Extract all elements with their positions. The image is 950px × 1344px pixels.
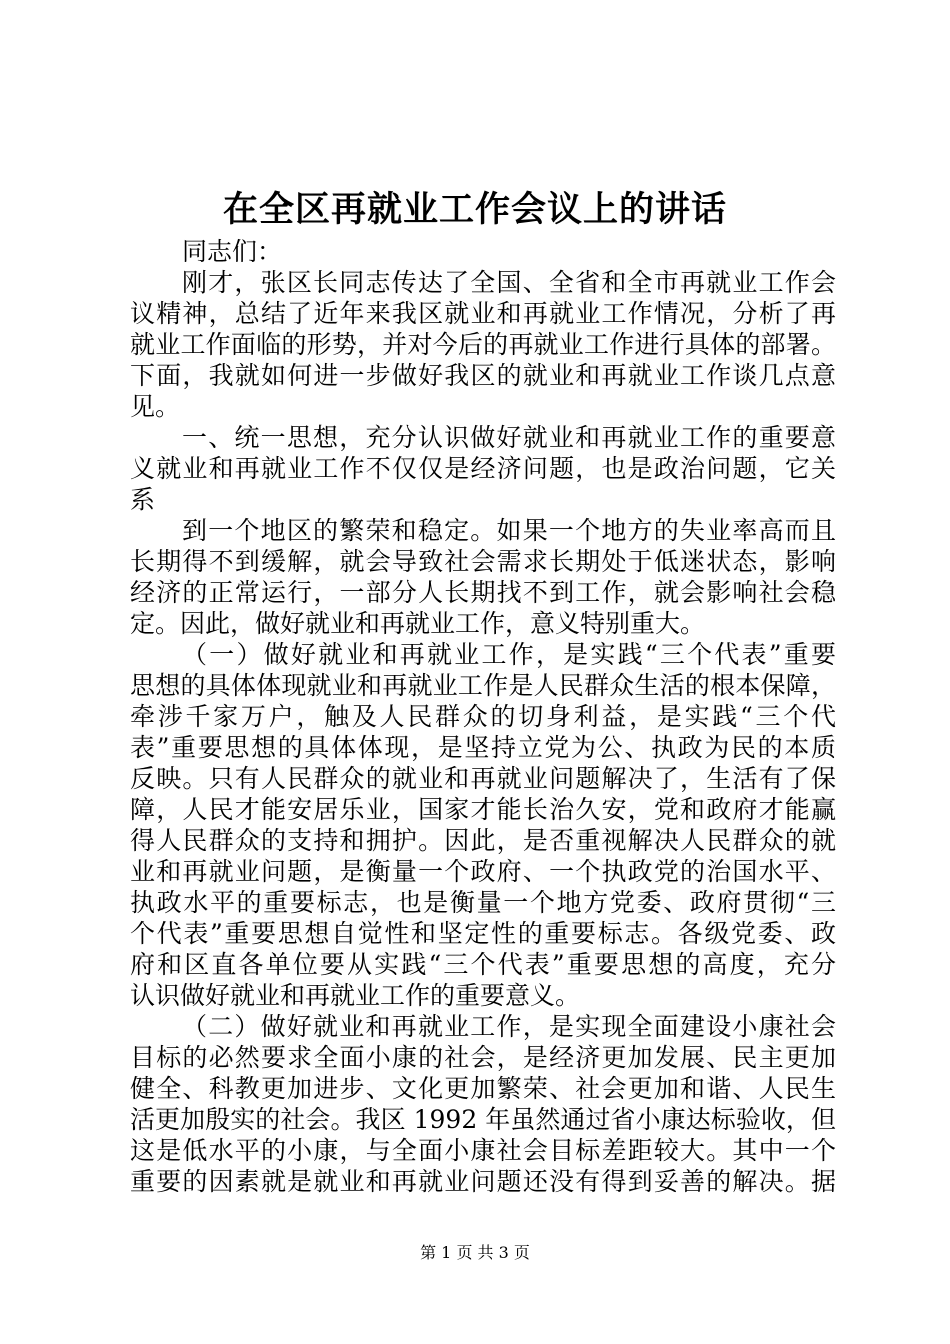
text-line: 到一个地区的繁荣和稳定。如果一个地方的失业率高而且	[182, 516, 836, 545]
text-line: 执政水平的重要标志，也是衡量一个地方党委、政府贯彻“三	[130, 888, 836, 917]
text-line: 障，人民才能安居乐业，国家才能长治久安，党和政府才能赢	[130, 795, 836, 824]
text-line: 义就业和再就业工作不仅仅是经济问题，也是政治问题，它关	[130, 454, 836, 483]
text-line: 议精神，总结了近年来我区就业和再就业工作情况，分析了再	[130, 299, 836, 328]
salutation-line: 同志们：	[182, 237, 283, 266]
document-title: 在全区再就业工作会议上的讲话	[222, 189, 727, 230]
text-line: 个代表”重要思想自觉性和坚定性的重要标志。各级党委、政	[130, 919, 836, 948]
text-line: 一、统一思想，充分认识做好就业和再就业工作的重要意	[182, 423, 836, 452]
text-line: 表”重要思想的具体体现，是坚持立党为公、执政为民的本质	[130, 733, 836, 762]
text-line: 业和再就业问题，是衡量一个政府、一个执政党的治国水平、	[130, 857, 836, 886]
text-line: 经济的正常运行，一部分人长期找不到工作，就会影响社会稳	[130, 578, 836, 607]
text-line: 长期得不到缓解，就会导致社会需求长期处于低迷状态，影响	[130, 547, 836, 576]
text-line: 健全、科教更加进步、文化更加繁荣、社会更加和谐、人民生	[130, 1074, 836, 1103]
text-line: 见。	[130, 392, 181, 421]
text-line: 这是低水平的小康，与全面小康社会目标差距较大。其中一个	[130, 1136, 836, 1165]
text-line: 下面，我就如何进一步做好我区的就业和再就业工作谈几点意	[130, 361, 836, 390]
text-line: （二）做好就业和再就业工作，是实现全面建设小康社会	[182, 1012, 836, 1041]
text-line: 系	[130, 485, 156, 514]
text-line: 思想的具体体现就业和再就业工作是人民群众生活的根本保障，	[130, 671, 836, 700]
text-line: 重要的因素就是就业和再就业问题还没有得到妥善的解决。据	[130, 1167, 836, 1196]
text-line: 活更加殷实的社会。我区 1992 年虽然通过省小康达标验收，但	[130, 1105, 836, 1134]
text-line: 反映。只有人民群众的就业和再就业问题解决了，生活有了保	[130, 764, 836, 793]
text-line: 认识做好就业和再就业工作的重要意义。	[130, 981, 581, 1010]
text-line: 定。因此，做好就业和再就业工作，意义特别重大。	[130, 609, 706, 638]
text-line: 府和区直各单位要从实践“三个代表”重要思想的高度，充分	[130, 950, 836, 979]
text-line: 得人民群众的支持和拥护。因此，是否重视解决人民群众的就	[130, 826, 836, 855]
text-line: （一）做好就业和再就业工作，是实践“三个代表”重要	[182, 640, 836, 669]
page-footer: 第 1 页 共 3 页	[420, 1243, 530, 1262]
text-line: 就业工作面临的形势，并对今后的再就业工作进行具体的部署。	[130, 330, 836, 359]
text-line: 刚才，张区长同志传达了全国、全省和全市再就业工作会	[182, 268, 836, 297]
text-line: 牵涉千家万户，触及人民群众的切身利益，是实践“三个代	[130, 702, 836, 731]
text-line: 目标的必然要求全面小康的社会，是经济更加发展、民主更加	[130, 1043, 836, 1072]
document-body	[130, 236, 836, 1197]
